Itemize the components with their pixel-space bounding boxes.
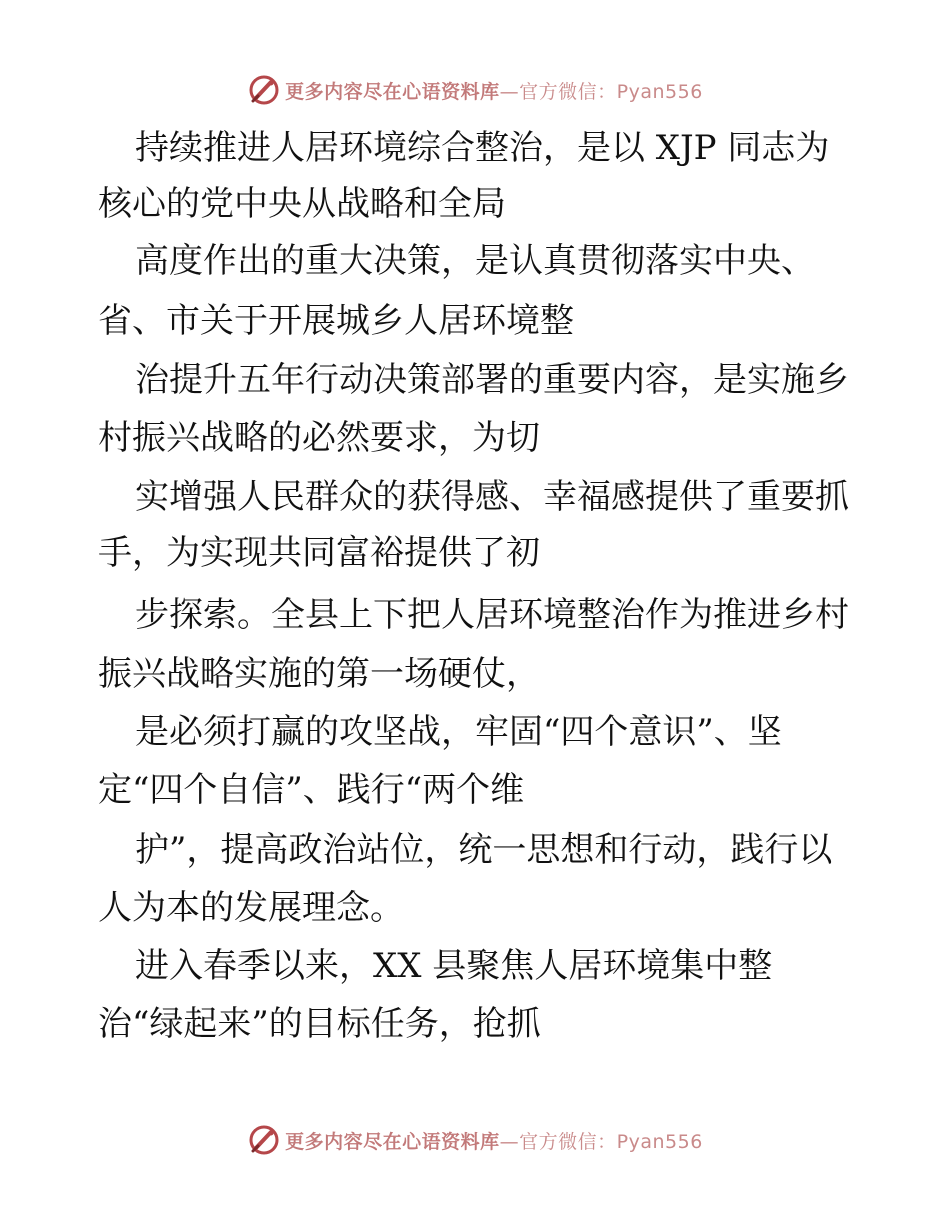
body-line: 治“绿起来”的目标任务，抢抓 — [98, 1004, 541, 1044]
header-watermark-text — [285, 77, 703, 104]
body-line: 高度作出的重大决策，是认真贯彻落实中央、 — [135, 241, 815, 281]
body-line: 治提升五年行动决策部署的重要内容，是实施乡 — [135, 360, 849, 400]
header-watermark-wechat: 官方微信：Pyan556 — [519, 80, 703, 103]
body-line: 核心的党中央从战略和全局 — [98, 184, 506, 224]
header-watermark-banner — [0, 70, 950, 110]
footer-watermark-main: 更多内容尽在心语资料库 — [285, 1130, 500, 1153]
body-line: 实增强人民群众的获得感、幸福感提供了重要抓 — [135, 477, 849, 517]
footer-watermark-wechat: 官方微信：Pyan556 — [519, 1130, 703, 1153]
brush-pen-logo-icon — [247, 1123, 281, 1157]
header-watermark-main: 更多内容尽在心语资料库 — [285, 80, 500, 103]
body-line: 进入春季以来，XX 县聚焦人居环境集中整 — [135, 946, 773, 986]
body-line: 是必须打赢的攻坚战，牢固“四个意识”、坚 — [135, 712, 782, 752]
brush-pen-logo-icon — [247, 73, 281, 107]
footer-watermark-text — [285, 1127, 703, 1154]
body-line: 持续推进人居环境综合整治，是以 XJP 同志为 — [135, 128, 830, 168]
body-line: 定“四个自信”、践行“两个维 — [98, 770, 525, 810]
body-line: 步探索。全县上下把人居环境整治作为推进乡村 — [135, 595, 849, 635]
footer-watermark-banner — [0, 1120, 950, 1160]
body-line: 村振兴战略的必然要求，为切 — [98, 418, 540, 458]
body-line: 手，为实现共同富裕提供了初 — [98, 533, 540, 573]
footer-watermark-separator: — — [499, 1130, 520, 1153]
body-line: 护”，提高政治站位，统一思想和行动，践行以 — [135, 830, 833, 870]
body-line: 人为本的发展理念。 — [98, 888, 404, 928]
header-watermark-separator: — — [499, 80, 520, 103]
body-line: 振兴战略实施的第一场硬仗， — [98, 654, 540, 694]
body-line: 省、市关于开展城乡人居环境整 — [98, 301, 574, 341]
